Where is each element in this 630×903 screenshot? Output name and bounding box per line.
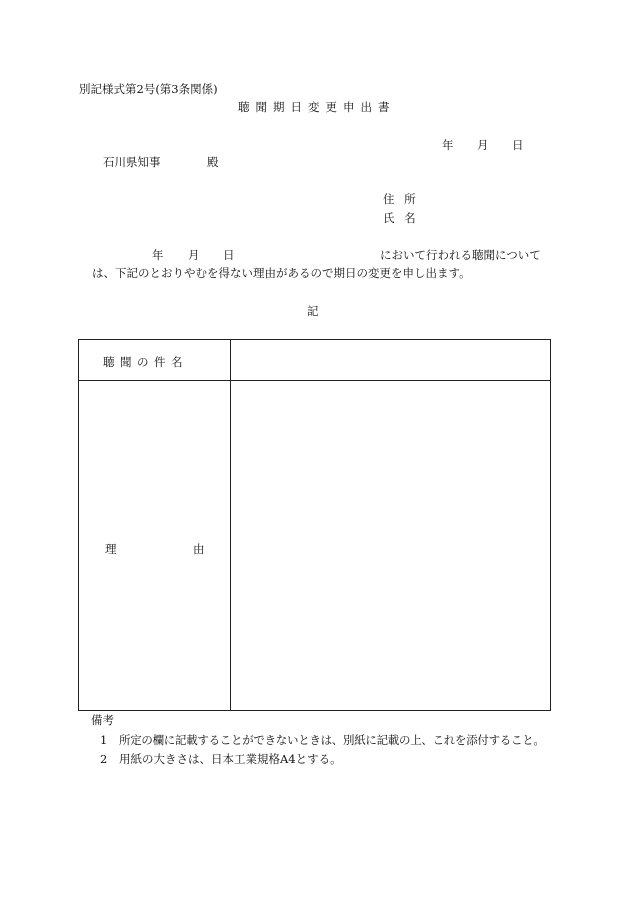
notes-heading: 備考 [91,713,114,727]
case-name-label-cell [79,340,231,381]
date-year: 年 [442,138,454,152]
date-day: 日 [512,138,524,152]
addressee-honorific: 殿 [207,155,219,169]
table-row [79,381,551,711]
body-date-day: 日 [223,248,235,262]
application-table [78,339,551,711]
note-1-number: 1 [100,733,108,747]
case-name-label: 聴聞の件名 [103,355,188,369]
reason-field[interactable] [231,381,551,711]
body-line2: は、下記のとおりやむを得ない理由があるので期日の変更を申し出ます。 [92,266,471,280]
reason-label-second: 由 [193,542,205,556]
table-row [79,340,551,381]
body-line1-tail: において行われる聴聞について [380,248,541,262]
note-2-number: 2 [100,752,108,766]
body-date-month: 月 [188,248,200,262]
form-number: 別記様式第2号(第3条関係) [79,82,218,96]
reason-label-first: 理 [105,542,117,556]
note-2-text: 用紙の大きさは、日本工業規格A4とする。 [119,752,342,766]
date-month: 月 [477,138,489,152]
addressee-name: 石川県知事 [103,155,161,169]
ki-heading: 記 [307,304,319,318]
document-title: 聴聞期日変更申出書 [238,100,396,114]
name-label: 氏 名 [383,211,419,225]
address-label: 住 所 [383,192,419,206]
case-name-field[interactable] [231,340,551,381]
body-date-year: 年 [152,248,164,262]
note-1-text: 所定の欄に記載することができないときは、別紙に記載の上、これを添付すること。 [119,733,545,747]
reason-label-cell [79,381,231,711]
